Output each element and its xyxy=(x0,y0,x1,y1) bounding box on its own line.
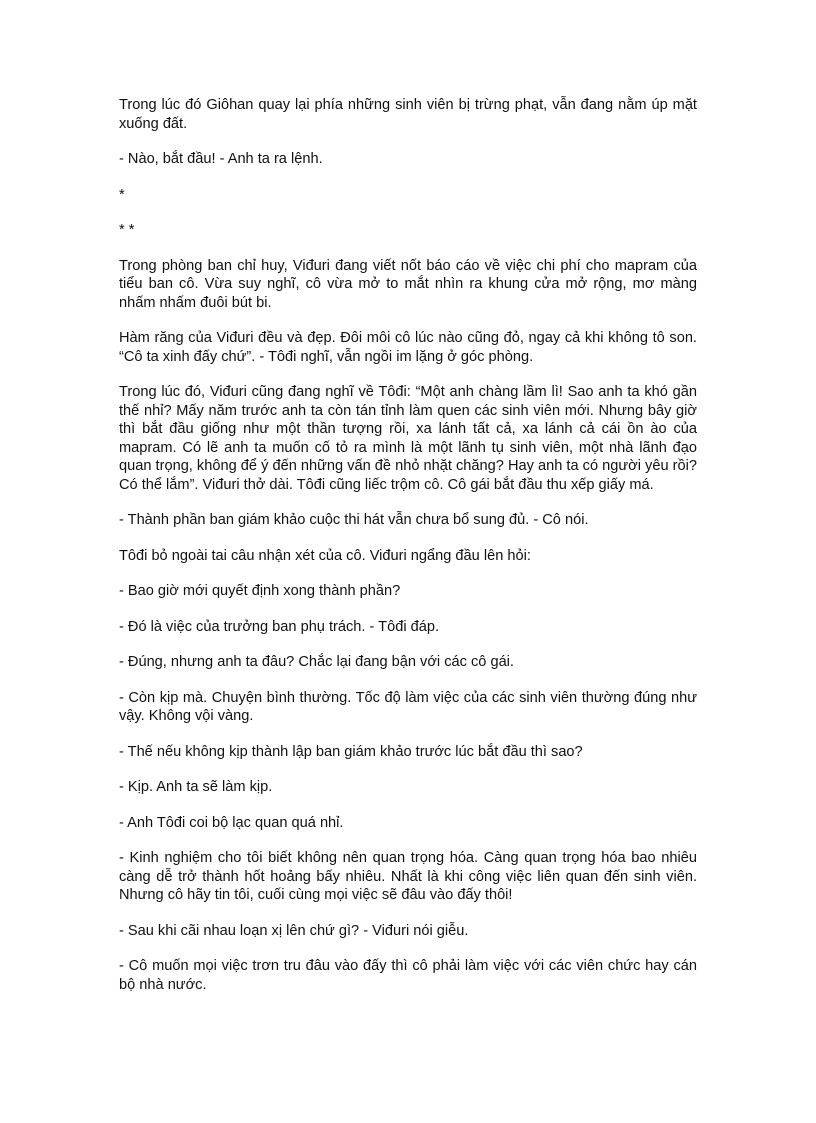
paragraph-19: - Cô muốn mọi việc trơn tru đâu vào đấy thì cô phải làm việc với các viên chức hay cán bộ nhà nước. xyxy=(119,958,697,993)
paragraph-6: Hàm răng của Viđuri đều và đẹp. Đôi môi cô lúc nào cũng đỏ, ngay cả khi không tô son. “Cô ta xinh đấy chứ”. - Tôđi nghĩ, vẫn ngồi im lặng ở góc phòng. xyxy=(119,330,697,365)
paragraph-14: - Thế nếu không kịp thành lập ban giám khảo trước lúc bắt đầu thì sao? xyxy=(119,743,583,760)
paragraph-12: - Đúng, nhưng anh ta đâu? Chắc lại đang bận với các cô gái. xyxy=(119,654,514,670)
separator-single-asterisk: * xyxy=(119,186,125,203)
paragraph-13: - Còn kịp mà. Chuyện bình thường. Tốc độ làm việc của các sinh viên thường đúng như vậy. Không vội vàng. xyxy=(119,689,697,724)
paragraph-16: - Anh Tôđi coi bộ lạc quan quá nhỉ. xyxy=(119,814,344,831)
separator-double-asterisk: * * xyxy=(119,222,135,238)
document-page xyxy=(119,96,697,1011)
paragraph-11: - Đó là việc của trưởng ban phụ trách. - Tôđi đáp. xyxy=(119,618,440,635)
paragraph-9: Tôđi bỏ ngoài tai câu nhận xét của cô. Viđuri ngẩng đầu lên hỏi: xyxy=(119,547,531,564)
paragraph-18: - Sau khi cãi nhau loạn xị lên chứ gì? - Viđuri nói giễu. xyxy=(119,922,469,939)
paragraph-7: Trong lúc đó, Viđuri cũng đang nghĩ về Tôđi: “Một anh chàng lầm lì! Sao anh ta khó gần thế nhỉ? Mấy năm trước anh ta còn tán tỉnh làm quen các sinh viên mới. Nhưng bây giờ thì bắt đầu giống như một thần tượng rồi, xa lánh tất cả, xa lánh cả cái ồn ào của mapram. Có lẽ anh ta muốn cố tỏ ra mình là một lãnh tụ sinh viên, một nhà lãnh đạo quan trọng, không để ý đến những vấn đề nhỏ nhặt chăng? Hay anh ta có người yêu rồi? Có thể lắm”. Viđuri thở dài. Tôđi cũng liếc trộm cô. Cô gái bắt đầu thu xếp giấy má. xyxy=(119,384,697,493)
paragraph-2: - Nào, bắt đầu! - Anh ta ra lệnh. xyxy=(119,151,323,167)
paragraph-1: Trong lúc đó Giôhan quay lại phía những sinh viên bị trừng phạt, vẫn đang nằm úp mặt xuống đất. xyxy=(119,97,697,132)
paragraph-5: Trong phòng ban chỉ huy, Viđuri đang viết nốt báo cáo về việc chi phí cho mapram của tiểu ban cô. Vừa suy nghĩ, cô vừa mở to mắt nhìn ra khung cửa mở rộng, mơ màng nhấm nhấm đuôi bút bi. xyxy=(119,257,697,311)
paragraph-15: - Kịp. Anh ta sẽ làm kịp. xyxy=(119,779,273,795)
paragraph-8: - Thành phần ban giám khảo cuộc thi hát vẫn chưa bổ sung đủ. - Cô nói. xyxy=(119,512,589,528)
paragraph-17: - Kinh nghiệm cho tôi biết không nên quan trọng hóa. Càng quan trọng hóa bao nhiêu càng dễ trở thành hốt hoảng bấy nhiêu. Nhất là khi công việc liên quan đến sinh viên. Nhưng cô hãy tin tôi, cuối cùng mọi việc sẽ đâu vào đấy thôi! xyxy=(119,850,697,903)
paragraph-10: - Bao giờ mới quyết định xong thành phần? xyxy=(119,583,401,599)
